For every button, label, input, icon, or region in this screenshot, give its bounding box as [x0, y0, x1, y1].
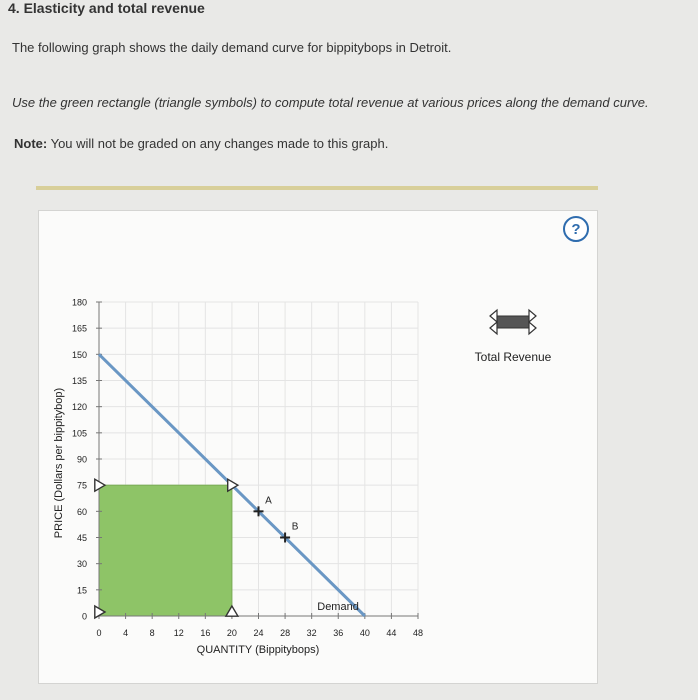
point-label: A [265, 495, 272, 507]
question-instruction: Use the green rectangle (triangle symbols) to compute total revenue at various prices along the demand curve. [12, 95, 649, 110]
y-tick-label: 105 [71, 428, 87, 439]
x-tick-label: 32 [306, 628, 317, 638]
legend-triangle [529, 322, 536, 334]
y-tick-label: 60 [76, 506, 87, 517]
y-tick-label: 15 [76, 585, 87, 596]
x-tick-label: 36 [333, 628, 344, 638]
y-axis-label: PRICE (Dollars per bippitybop) [53, 387, 65, 539]
demand-curve-label: Demand [317, 601, 359, 613]
legend-triangle [529, 310, 536, 322]
x-tick-label: 0 [96, 628, 102, 638]
legend-triangle [490, 322, 497, 334]
y-tick-label: 90 [76, 454, 87, 465]
x-tick-label: 20 [226, 628, 237, 638]
total-revenue-rectangle[interactable] [99, 485, 232, 616]
point-label: B [291, 521, 299, 533]
question-title: 4. Elasticity and total revenue [8, 0, 205, 16]
legend-label: Total Revenue [474, 350, 552, 364]
note-label: Note: [14, 136, 48, 151]
x-axis-label: QUANTITY (Bippitybops) [196, 644, 320, 656]
y-tick-label: 0 [81, 611, 87, 622]
note-text: You will not be graded on any changes made to this graph. [47, 136, 389, 151]
y-tick-label: 180 [71, 297, 87, 308]
y-tick-label: 135 [71, 376, 87, 386]
y-tick-label: 120 [71, 402, 87, 413]
chart-points [254, 495, 299, 542]
total-revenue-legend-icon[interactable] [490, 310, 536, 334]
y-tick-label: 150 [71, 349, 87, 360]
x-tick-label: 16 [200, 628, 211, 638]
x-tick-label: 44 [386, 628, 397, 638]
y-tick-label: 165 [71, 323, 87, 334]
x-tick-label: 24 [253, 628, 264, 638]
y-tick-label: 75 [76, 480, 87, 491]
x-tick-label: 12 [173, 628, 184, 638]
legend-rect [497, 316, 529, 328]
question-intro: The following graph shows the daily demand curve for bippitybops in Detroit. [12, 40, 452, 55]
x-tick-label: 40 [359, 628, 370, 638]
x-tick-label: 4 [123, 628, 129, 638]
x-tick-label: 8 [149, 628, 155, 638]
help-button[interactable]: ? [563, 216, 589, 242]
y-tick-label: 30 [76, 559, 87, 570]
legend-triangle [490, 310, 497, 322]
y-tick-label: 45 [76, 533, 87, 543]
x-tick-label: 48 [412, 628, 424, 638]
x-tick-label: 28 [280, 628, 291, 638]
